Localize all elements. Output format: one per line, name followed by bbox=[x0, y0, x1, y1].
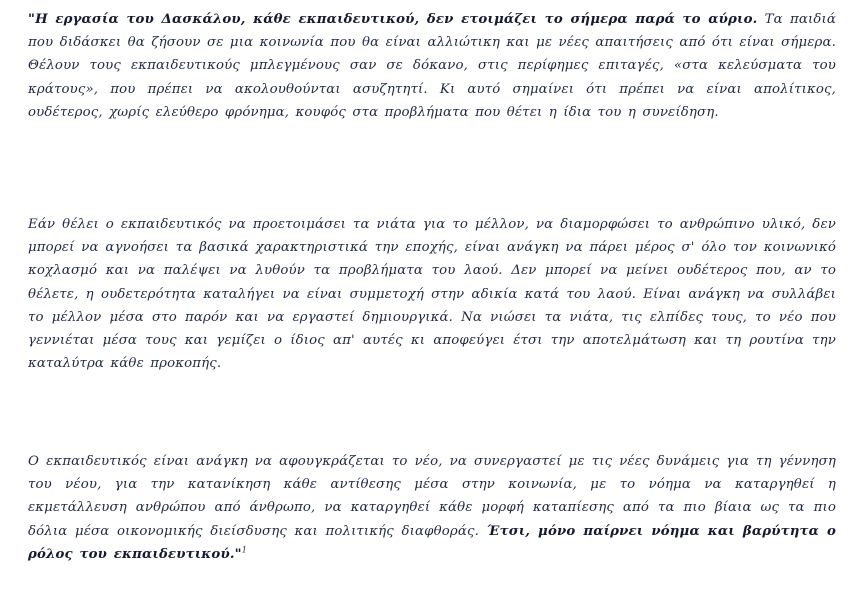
paragraph-3 bbox=[28, 450, 836, 566]
paragraph-1-bold-opening: "Η εργασία του Δασκάλου, κάθε εκπαιδευτικού, δεν ετοιμάζει το σήμερα παρά το αύριο. bbox=[28, 12, 758, 27]
footnote-marker[interactable]: 1 bbox=[241, 545, 247, 555]
paragraph-3-bold-closing: Έτσι, μόνο παίρνει νόημα και βαρύτητα ο ρόλος του εκπαιδευτικού." bbox=[28, 523, 836, 562]
paragraph-2 bbox=[28, 213, 836, 375]
paragraph-1-text: Τα παιδιά που διδάσκει θα ζήσουν σε μια κοινωνία που θα είναι αλλιώτικη και με νέες απαιτήσεις από ότι είναι σήμερα. Θέλουν τους εκπαιδευτικούς μπλεγμένους σαν σε δόκανο, στις περίφημες επιταγές, «στα κελεύσματα του κράτους», που πρέπει να ακολουθούνται ασυζητητί. Κι αυτό σημαίνει ότι πρέπει να είναι απολίτικος, ουδέτερος, χωρίς ελεύθερο φρόνημα, κουφός στα προβλήματα που θέτει η ίδια του η συνείδηση. bbox=[28, 12, 837, 120]
paragraph-2-text: Εάν θέλει ο εκπαιδευτικός να προετοιμάσει τα νιάτα για το μέλλον, να διαμορφώσει το ανθρώπινο υλικό, δεν μπορεί να αγνοήσει τα βασικά χαρακτηριστικά την εποχής, είναι ανάγκη να πάρει μέρος σ' όλο τον κοινωνικό κοχλασμό και να παλέψει να λυθούν τα προβλήματα του λαού. Δεν μπορεί να μείνει ουδέτερος που, αν το θέλετε, η ουδετερότητα καταλήγει να είναι συμμετοχή στην αδικία κατά του λαού. Είναι ανάγκη να συλλάβει το μέλλον μέσα στο παρόν και να εργαστεί δημιουργικά. Να νιώσει τα νιάτα, τις ελπίδες τους, το νέο που γεννιέται μέσα τους και γεμίζει ο ίδιος απ' αυτές κι αποφεύγει έτσι την αποτελμάτωση και τη ρουτίνα την καταλύτρα κάθε προκοπής. bbox=[28, 217, 836, 372]
paragraph-3-text: Ο εκπαιδευτικός είναι ανάγκη να αφουγκράζεται το νέο, να συνεργαστεί με τις νέες δυνάμεις για τη γέννηση του νέου, για την κατανίκηση κάθε αντίθεσης μέσα στην κοινωνία, με το νόημα να καταργηθεί η εκμετάλλευση ανθρώπου από άνθρωπο, να καταργηθεί κάθε μορφή καταπίεσης από τα πιο βίαια ως τα πιο δόλια μέσα οικονομικής διείσδυσης και πολιτικής διαφθοράς. bbox=[28, 454, 836, 539]
paragraph-1 bbox=[28, 8, 836, 124]
